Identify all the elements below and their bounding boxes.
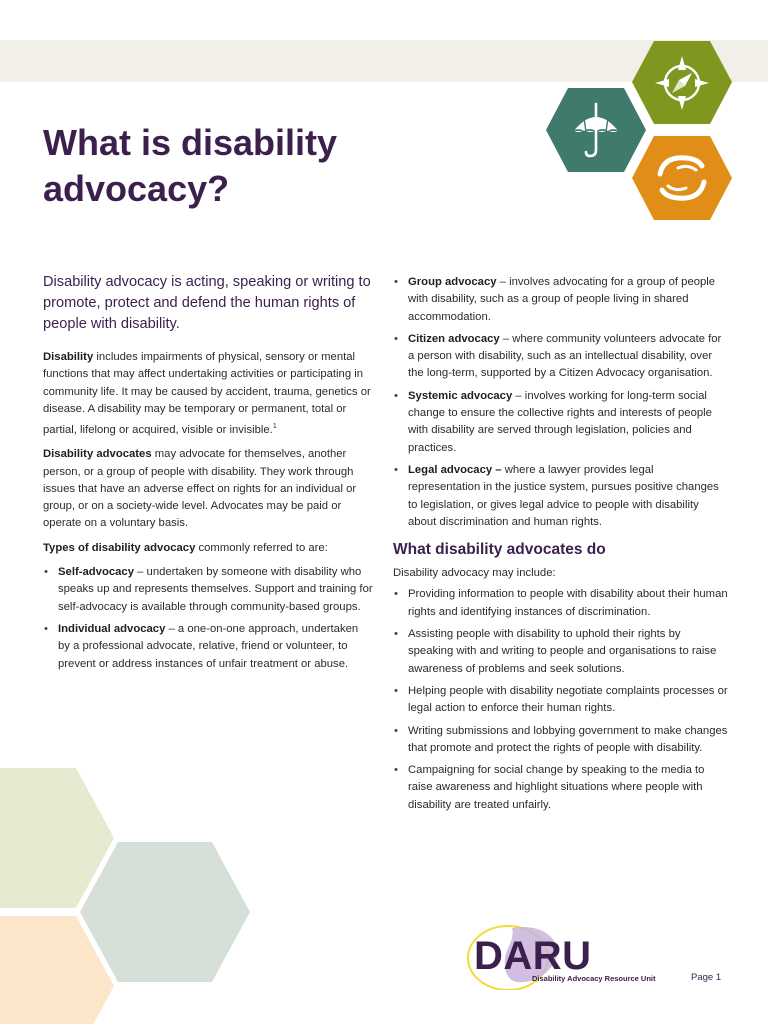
list-item: • Providing information to people with disability about their human rights and identifying instances of discrimination. [393, 586, 728, 621]
right-column [393, 274, 728, 819]
list-item [393, 274, 728, 326]
list-item [43, 564, 373, 616]
activities-list [393, 586, 728, 814]
text: includes impairments of physical, sensory or mental functions that may affect undertaking activities or participating in community life. It may be caused by accident, trauma, genetics or disease. A disability may be temporary or permanent, total or partial, lifelong or acquired, visible or invisible. [43, 351, 371, 436]
text: – involves working for long-term social change to ensure the collective rights and interests of people with disability are served through legislation, policies and practices. [408, 389, 712, 454]
page-title: What is disability advocacy? [43, 122, 338, 209]
list-item: • Writing submissions and lobbying government to make changes that promote and protect the rights of people with disability. [393, 723, 728, 758]
text: – undertaken by someone with disability who speaks up and represents themselves. Support and training for self-advocacy is available through community-based groups. [58, 566, 373, 613]
logo-wordmark: DARU [474, 934, 592, 978]
term: Systemic advocacy [408, 389, 513, 402]
term: Self-advocacy [58, 566, 134, 579]
section-heading: What disability advocates do [393, 541, 606, 559]
text: – a one-on-one approach, undertaken by a professional advocate, relative, friend or volunteer, to prevent or address instances of unfair treatment or abuse. [58, 622, 359, 670]
footnote-marker: 1 [272, 423, 277, 431]
page-number: Page 1 [691, 972, 722, 983]
list-item [393, 331, 728, 383]
list-item [393, 462, 728, 531]
left-column [43, 272, 373, 678]
section-intro: Disability advocacy may include: [393, 567, 556, 580]
text: – where community volunteers advocate for a person with disability, such as an intellectual disability, over the long-term, supported by a Citizen Advocacy organisation. [408, 332, 722, 380]
decorative-hexagons [0, 760, 260, 1024]
term: Types of disability advocacy [43, 541, 196, 554]
list-item [43, 621, 373, 673]
list-item [393, 388, 728, 457]
advocacy-types-list-right [393, 274, 728, 531]
term: Group advocacy [408, 276, 497, 288]
list-item: • Helping people with disability negotiate complaints processes or legal action to enforce their human rights. [393, 683, 728, 718]
hands-hexagon [632, 136, 732, 220]
term: Citizen advocacy [408, 332, 500, 345]
daru-logo [466, 922, 666, 990]
umbrella-hexagon [546, 88, 646, 172]
text: where a lawyer provides legal representation in the justice system, pursues positive changes to legislation, or gives legal advice to people with disability about discrimination and human rights. [408, 463, 719, 528]
term: Disability advocates [43, 448, 152, 461]
header-hexagon-icons [540, 38, 750, 228]
advocacy-types-list-left [43, 564, 373, 673]
advocates-paragraph [43, 446, 373, 532]
text: may advocate for themselves, another person, or a group of people with disability. They work through issues that have an adverse effect on rights for an individual or group, or on a society-wide level. Advocates may be paid or operate on a voluntary basis. [43, 448, 357, 530]
term: Legal advocacy – [408, 463, 502, 476]
logo-subtitle: Disability Advocacy Resource Unit [532, 974, 656, 983]
compass-hexagon [632, 41, 732, 124]
lead-paragraph: Disability advocacy is acting, speaking or writing to promote, protect and defend the human rights of people with disability. [43, 274, 371, 332]
list-item: • Assisting people with disability to uphold their rights by speaking with and writing to people and organisations to raise awareness of problems and seek solutions. [393, 626, 728, 678]
list-item: • Campaigning for social change by speaking to the media to raise awareness and highlight situations where people with disability are treated unfairly. [393, 762, 728, 814]
term: Disability [43, 351, 94, 363]
types-intro [43, 540, 373, 557]
text: – involves advocating for a group of people with disability, such as a group of people living in shared accommodation. [408, 276, 716, 323]
term: Individual advocacy [58, 622, 166, 635]
text: commonly referred to are: [195, 541, 328, 554]
disability-paragraph [43, 349, 373, 439]
